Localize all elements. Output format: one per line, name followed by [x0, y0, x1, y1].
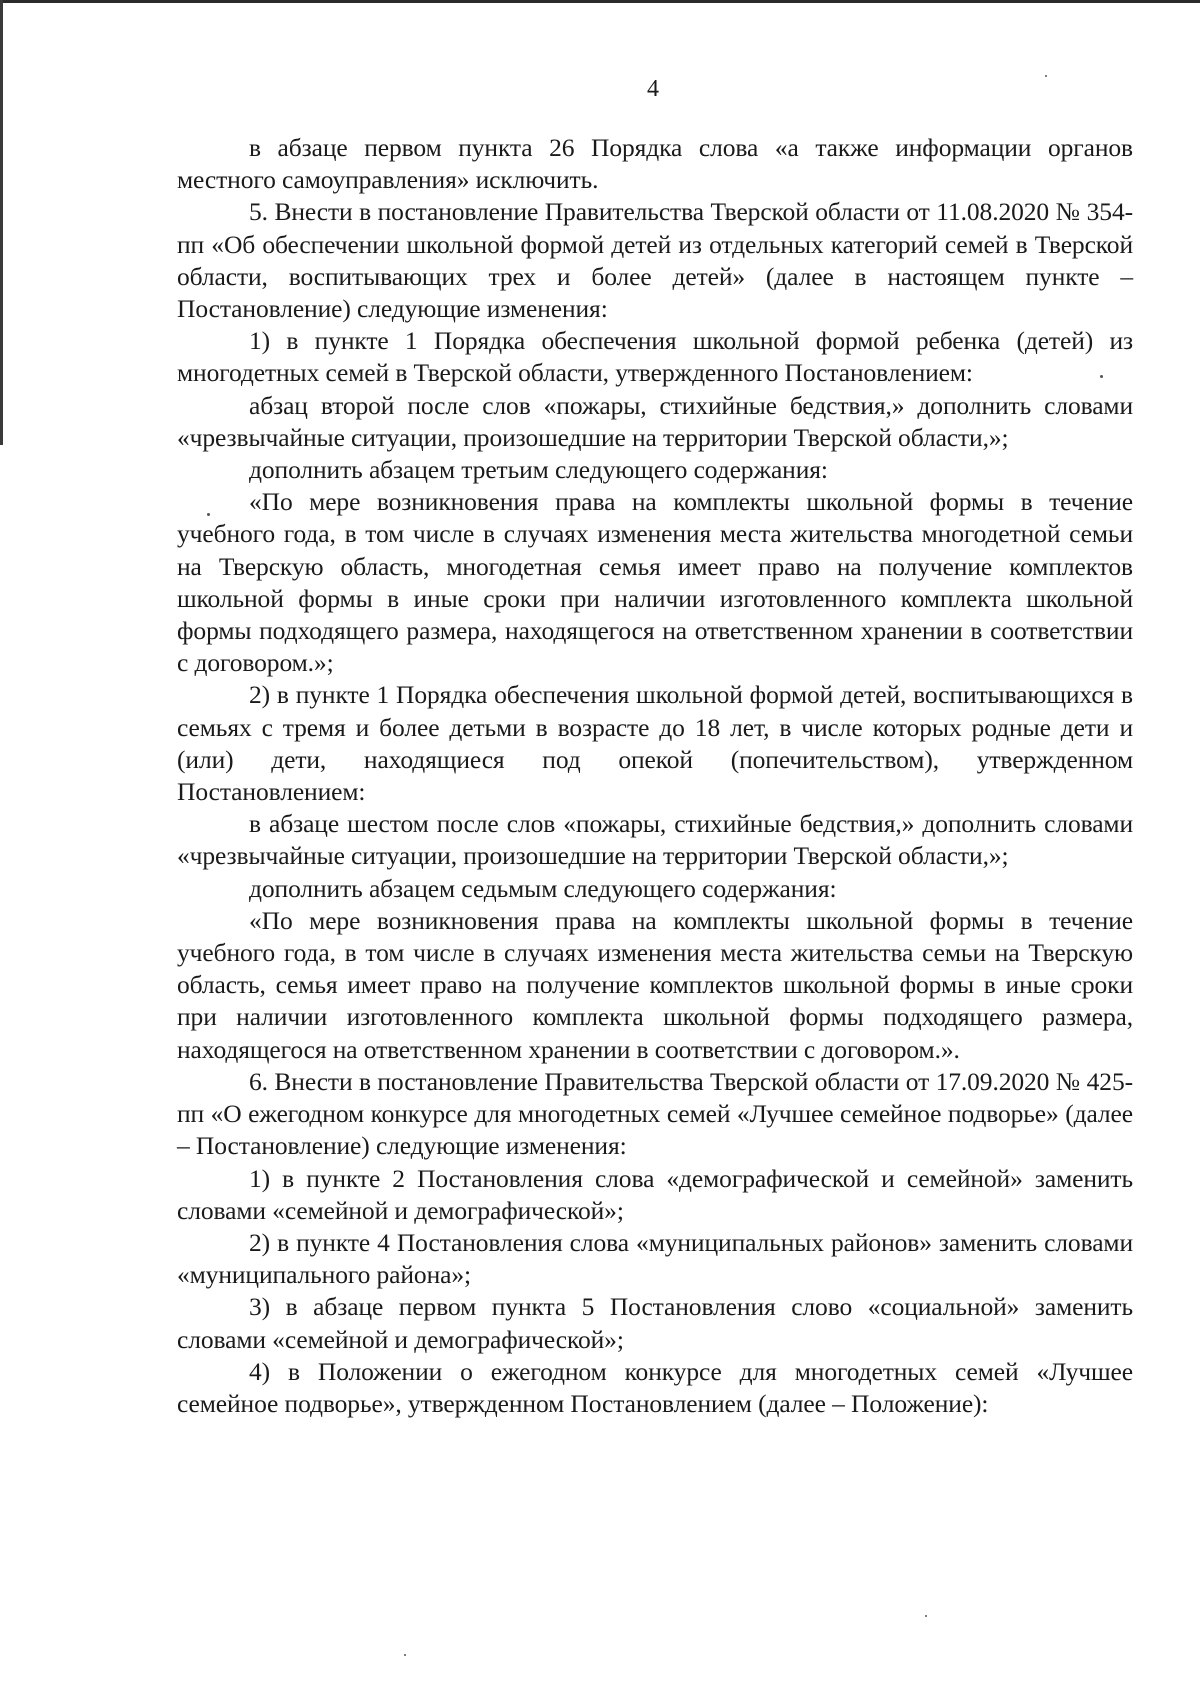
paragraph: 3) в абзаце первом пункта 5 Постановления слово «социальной» заменить словами «семейной и демографической»; — [177, 1292, 1133, 1354]
scan-edge-top — [0, 0, 1200, 3]
scan-speck — [1100, 375, 1103, 378]
paragraph: 1) в пункте 2 Постановления слова «демографической и семейной» заменить словами «семейной и демографической»; — [177, 1163, 1133, 1225]
paragraph: 6. Внести в постановление Правительства Тверской области от 17.09.2020 № 425-пп «О ежегодном конкурсе для многодетных семей «Лучшее семейное подворье» (далее – Постановление) следующие изменения: — [177, 1066, 1133, 1161]
paragraph: 5. Внести в постановление Правительства Тверской области от 11.08.2020 № 354-пп «Об обеспечении школьной формой детей из отдельных категорий семей в Тверской области, воспитывающих трех и более детей» (далее в настоящем пункте – Постановление) следующие изменения: — [177, 197, 1133, 324]
paragraph: 2) в пункте 1 Порядка обеспечения школьной формой детей, воспитывающихся в семьях с тремя и более детьми в возрасте до 18 лет, в числе которых родные дети и (или) дети, находящиеся под опекой (попечительством), утвержденном Постановлением: — [177, 680, 1133, 807]
paragraph: 2) в пункте 4 Постановления слова «муниципальных районов» заменить словами «муниципального района»; — [177, 1227, 1133, 1290]
scan-speck — [207, 513, 210, 516]
document-body — [177, 132, 1133, 1420]
page-number: 4 — [647, 76, 659, 102]
scan-edge-left — [0, 0, 3, 445]
paragraph: абзац второй после слов «пожары, стихийные бедствия,» дополнить словами «чрезвычайные ситуации, произошедшие на территории Тверской области,»; — [177, 390, 1133, 452]
paragraph: 4) в Положении о ежегодном конкурсе для многодетных семей «Лучшее семейное подворье», утвержденном Постановлением (далее – Положение): — [177, 1356, 1133, 1418]
paragraph: «По мере возникновения права на комплекты школьной формы в течение учебного года, в том числе в случаях изменения места жительства многодетной семьи на Тверскую область, многодетная семья имеет право на получение комплектов школьной формы в иные сроки при наличии изготовленного комплекта школьной формы подходящего размера, находящегося на ответственном хранении в соответствии с договором.»; — [177, 487, 1133, 678]
paragraph: 1) в пункте 1 Порядка обеспечения школьной формой ребенка (детей) из многодетных семей в Тверской области, утвержденного Постановлением: — [177, 326, 1133, 388]
scan-speck — [1045, 75, 1047, 77]
paragraph: в абзаце первом пункта 26 Порядка слова «а также информации органов местного самоуправления» исключить. — [177, 133, 1133, 195]
paragraph: «По мере возникновения права на комплекты школьной формы в течение учебного года, в том числе в случаях изменения места жительства семьи на Тверскую область, семья имеет право на получение комплектов школьной формы в иные сроки при наличии изготовленного комплекта школьной формы подходящего размера, находящегося на ответственном хранении в соответствии с договором.». — [177, 905, 1133, 1064]
paragraph: дополнить абзацем седьмым следующего содержания: — [249, 873, 837, 903]
scan-speck — [404, 1654, 406, 1656]
scan-speck — [925, 1615, 927, 1617]
paragraph: дополнить абзацем третьим следующего содержания: — [249, 455, 828, 485]
paragraph: в абзаце шестом после слов «пожары, стихийные бедствия,» дополнить словами «чрезвычайные ситуации, произошедшие на территории Тверской области,»; — [177, 809, 1133, 871]
